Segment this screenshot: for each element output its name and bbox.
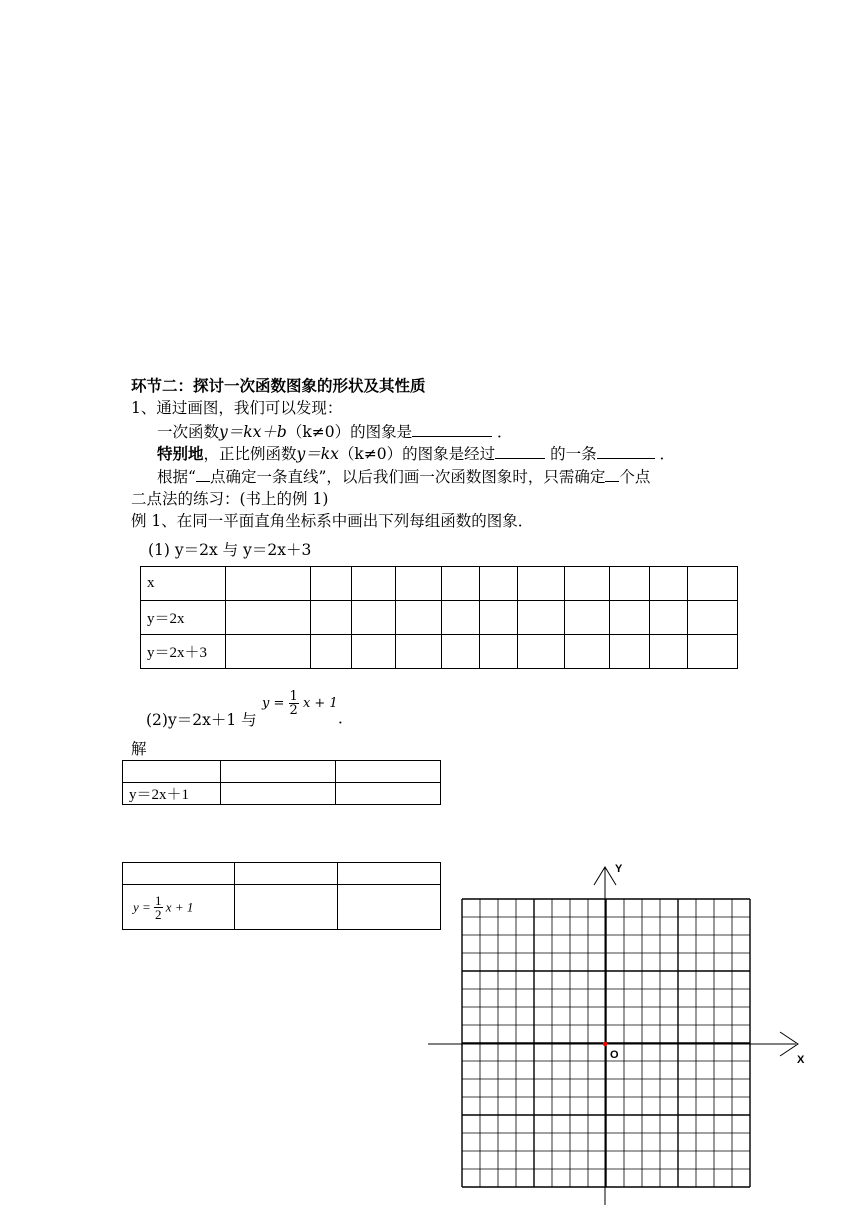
blank-line-b1[interactable] (495, 443, 545, 459)
table-cell[interactable] (610, 635, 650, 669)
table-cell[interactable] (688, 567, 738, 601)
blank-line-c2[interactable] (605, 466, 619, 482)
table-cell[interactable] (650, 567, 688, 601)
blank-line-c1[interactable] (196, 466, 210, 482)
table4-fraction (154, 894, 163, 921)
blank-line-a[interactable] (412, 421, 492, 437)
part2-end: ． (338, 709, 354, 727)
y-axis-label: Y (615, 863, 623, 875)
table-cell[interactable] (123, 863, 235, 885)
table-cell[interactable] (442, 567, 480, 601)
table-cell[interactable] (650, 635, 688, 669)
table-cell[interactable] (518, 635, 565, 669)
table1-header-y1: y＝2x (141, 601, 226, 635)
table-cell[interactable] (442, 601, 480, 635)
table-cell[interactable] (351, 567, 395, 601)
part2-formula (262, 690, 338, 717)
line-b-mid: 的一条 (545, 445, 597, 463)
part1-label: (1) y＝2x 与 y＝2x＋3 (148, 541, 312, 559)
table4-lhs: y = (133, 899, 151, 914)
table4-header-y (123, 885, 235, 930)
table-cell[interactable] (518, 601, 565, 635)
item1-heading: 1、通过画图，我们可以发现： (131, 399, 343, 417)
line-a-pre: 一次函数 (157, 423, 220, 441)
table3-row-y (123, 783, 441, 805)
table-cell[interactable] (442, 635, 480, 669)
table-cell[interactable] (480, 635, 518, 669)
table-cell[interactable] (480, 567, 518, 601)
line-b-text: ，正比例函数 (203, 445, 297, 463)
example1-text: 例 1、在同一平面直角坐标系中画出下列每组函数的图象． (131, 512, 534, 530)
line-a-formula: y＝kx＋b (219, 423, 287, 441)
two-point-practice: 二点法的练习：(书上的例 1) (131, 490, 329, 508)
table-cell[interactable] (688, 635, 738, 669)
table4-row-y (123, 885, 441, 930)
origin-point (603, 1042, 607, 1046)
item1-line-b (157, 443, 675, 464)
line-a-cond: （k≠0）的图象是 (286, 423, 413, 441)
line-b-formula: y＝kx (296, 445, 339, 463)
table-cell[interactable] (650, 601, 688, 635)
table-cell[interactable] (565, 635, 610, 669)
table-cell[interactable] (225, 635, 310, 669)
part2-frac-den: 2 (289, 703, 298, 718)
coordinate-grid[interactable] (420, 855, 820, 1210)
table1-row-y2 (141, 635, 738, 669)
item1-line-a (157, 421, 513, 442)
table-cell[interactable] (610, 601, 650, 635)
table4-frac-num: 1 (155, 892, 162, 908)
table1-row-y1 (141, 601, 738, 635)
part2-fraction (289, 690, 299, 717)
line-b-end: ． (659, 445, 676, 463)
part2-rhs: x + 1 (302, 696, 338, 711)
table-cell[interactable] (395, 567, 442, 601)
table-cell[interactable] (225, 601, 310, 635)
table-cell[interactable] (234, 863, 338, 885)
table-cell[interactable] (351, 601, 395, 635)
part2-lhs: y = (262, 696, 285, 711)
line-b-bold: 特别地 (157, 444, 204, 463)
solution-label: 解 (131, 740, 147, 758)
table3-row-x (123, 761, 441, 783)
table-cell[interactable] (336, 761, 441, 783)
table-cell[interactable] (310, 635, 351, 669)
table-cell[interactable] (688, 601, 738, 635)
origin-label: O (610, 1049, 619, 1061)
table-cell[interactable] (565, 601, 610, 635)
table-cell[interactable] (395, 601, 442, 635)
line-a-end: ． (497, 423, 513, 441)
table-cell[interactable] (351, 635, 395, 669)
table4-rhs: x + 1 (165, 899, 194, 914)
line-c-end: 个点 (619, 468, 651, 486)
section-title: 环节二：探讨一次函数图象的形状及其性质 (131, 376, 426, 395)
table-cell[interactable] (225, 567, 310, 601)
value-table-1 (140, 566, 738, 669)
part2-label: (2)y＝2x＋1 与 (146, 711, 257, 729)
value-table-half-x1 (122, 862, 441, 930)
table-cell[interactable] (220, 761, 336, 783)
table-cell[interactable] (565, 567, 610, 601)
blank-line-b2[interactable] (597, 443, 655, 459)
table1-header-y2: y＝2x＋3 (141, 635, 226, 669)
line-c-pre: 根据“ (157, 468, 196, 486)
table1-header-x: x (141, 567, 226, 601)
item1-line-c (157, 466, 650, 487)
table-cell[interactable] (518, 567, 565, 601)
table-cell[interactable] (123, 761, 221, 783)
x-axis-label: X (797, 1054, 805, 1066)
table3-header-y: y＝2x＋1 (123, 783, 221, 805)
table-cell[interactable] (220, 783, 336, 805)
table-cell[interactable] (310, 567, 351, 601)
table-cell[interactable] (480, 601, 518, 635)
line-c-mid: 点确定一条直线”，以后我们画一次函数图象时，只需确定 (209, 468, 606, 486)
table-cell[interactable] (310, 601, 351, 635)
table-cell[interactable] (610, 567, 650, 601)
table4-row-x (123, 863, 441, 885)
table-cell[interactable] (234, 885, 338, 930)
table-cell[interactable] (395, 635, 442, 669)
value-table-2x1 (122, 760, 441, 805)
table-cell[interactable] (336, 783, 441, 805)
table1-row-x (141, 567, 738, 601)
table4-frac-den: 2 (155, 906, 162, 922)
part2-frac-num: 1 (289, 689, 298, 704)
line-b-cond: （k≠0）的图象是经过 (338, 445, 496, 463)
